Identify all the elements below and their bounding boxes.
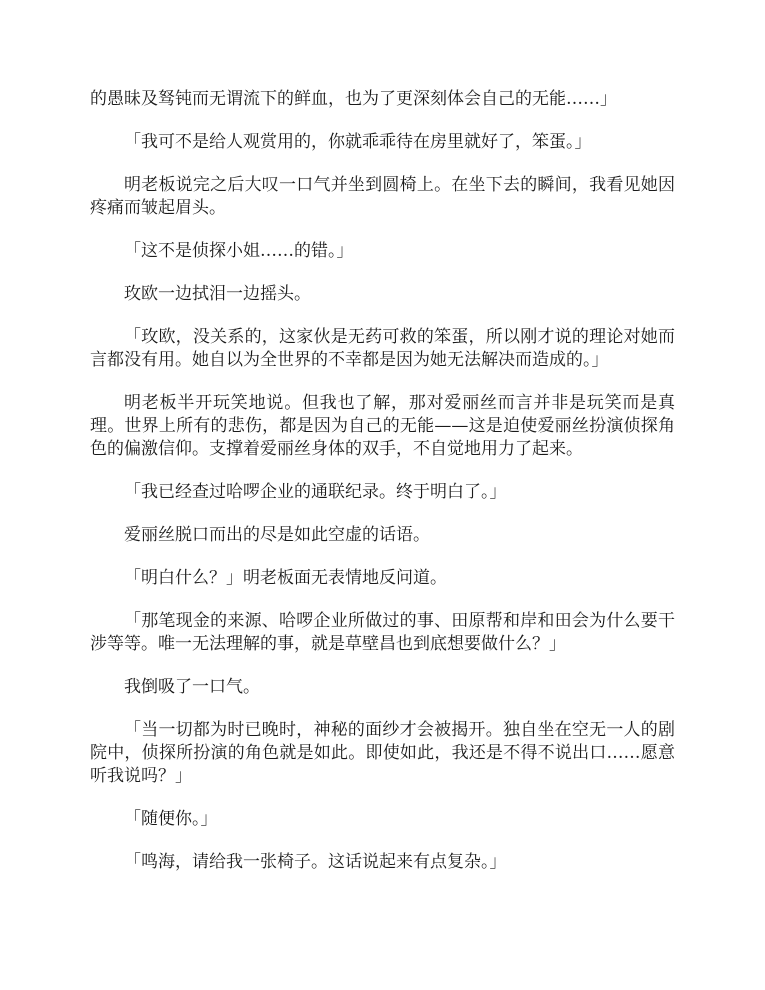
paragraph: 「那笔现金的来源、哈啰企业所做过的事、田原帮和岸和田会为什么要干涉等等。唯一无法理解的事，就是草壁昌也到底想要做什么？」	[90, 611, 675, 654]
paragraph: 「随便你。」	[124, 809, 218, 829]
paragraph: 明老板半开玩笑地说。但我也了解，那对爱丽丝而言并非是玩笑而是真理。世界上所有的悲伤，都是因为自己的无能——这是迫使爱丽丝扮演侦探角色的偏激信仰。支撑着爱丽丝身体的双手，不自觉地用力了起来。	[90, 393, 675, 459]
paragraph: 「我可不是给人观赏用的，你就乖乖待在房里就好了，笨蛋。」	[124, 132, 592, 152]
paragraph: 「明白什么？」明老板面无表情地反问道。	[124, 568, 447, 588]
paragraph: 「这不是侦探小姐……的错。」	[124, 241, 354, 261]
paragraph: 「我已经查过哈啰企业的通联纪录。终于明白了。」	[124, 482, 507, 502]
paragraph-continued: 的愚昧及驽钝而无谓流下的鲜血，也为了更深刻体会自己的无能……」	[90, 89, 617, 109]
page-body	[90, 88, 675, 894]
paragraph: 爱丽丝脱口而出的尽是如此空虚的话语。	[124, 525, 430, 545]
paragraph: 我倒吸了一口气。	[124, 677, 260, 697]
paragraph: 「当一切都为时已晚时，神秘的面纱才会被揭开。独自坐在空无一人的剧院中，侦探所扮演的角色就是如此。即使如此，我还是不得不说出口……愿意听我说吗？」	[90, 720, 675, 786]
paragraph: 玫欧一边拭泪一边摇头。	[124, 284, 311, 304]
paragraph: 明老板说完之后大叹一口气并坐到圆椅上。在坐下去的瞬间，我看见她因疼痛而皱起眉头。	[90, 175, 675, 218]
paragraph: 「玫欧，没关系的，这家伙是无药可救的笨蛋，所以刚才说的理论对她而言都没有用。她自以为全世界的不幸都是因为她无法解决而造成的。」	[90, 327, 675, 370]
paragraph: 「鸣海，请给我一张椅子。这话说起来有点复杂。」	[124, 852, 507, 872]
